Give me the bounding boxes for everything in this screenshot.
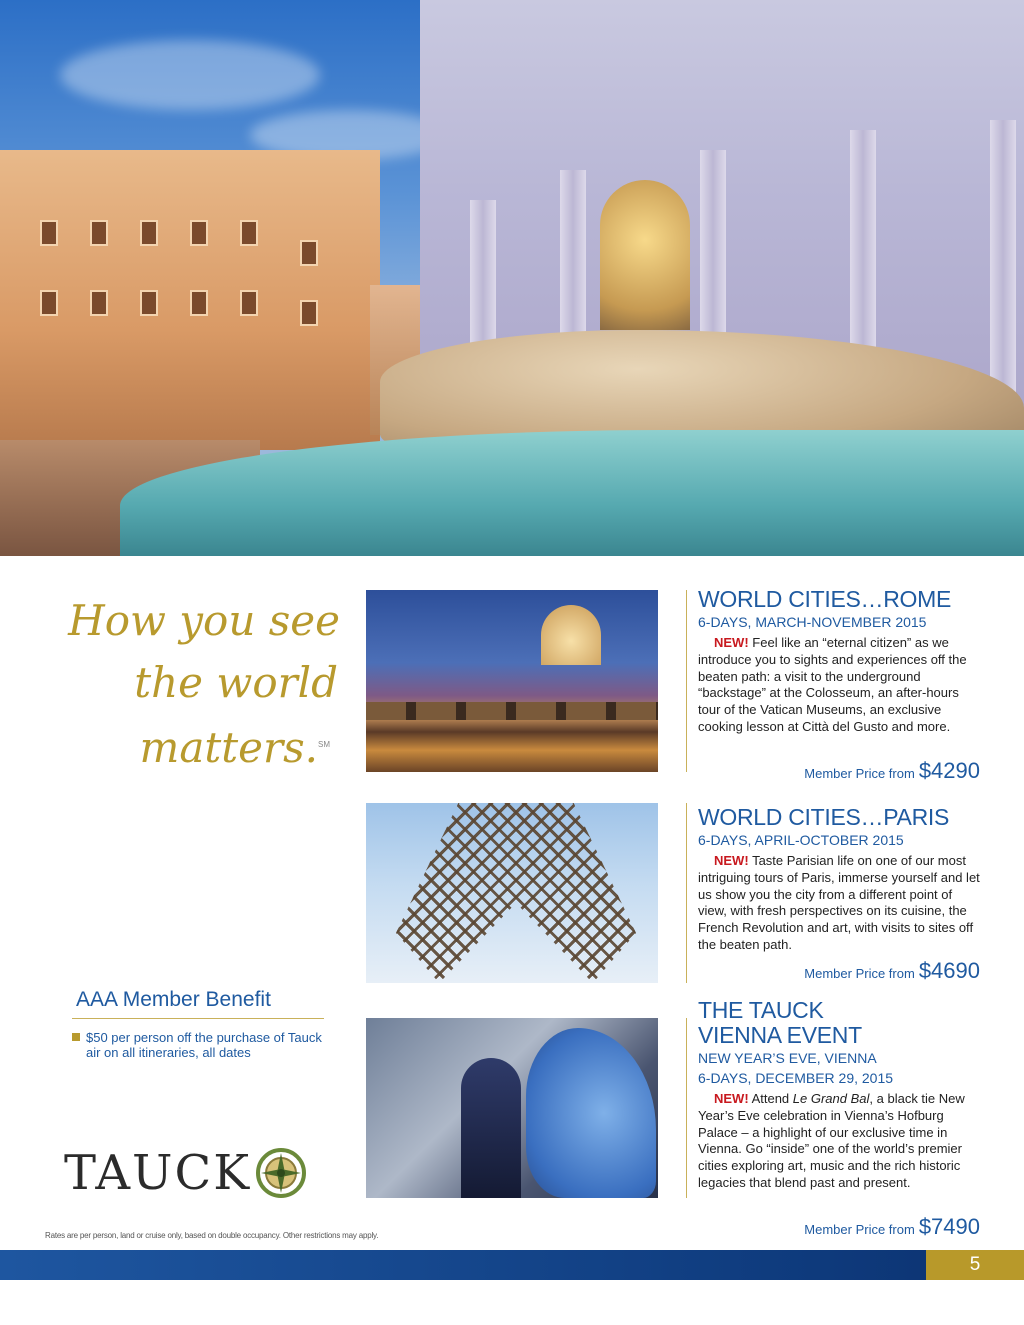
tour-dates: 6-DAYS, APRIL-OCTOBER 2015 xyxy=(698,832,904,848)
slogan-line-2: the world xyxy=(134,658,338,707)
divider-rule xyxy=(686,590,687,772)
tour-rome xyxy=(698,587,983,736)
tour-description: NEW! Taste Parisian life on one of our most intriguing tours of Paris, immerse yourself and let us show you the city from a different point of view, with fresh perspectives on its cuisine, the French Revolution and art, with visits to sites off the beaten path. xyxy=(698,853,980,952)
aaa-benefit-title: AAA Member Benefit xyxy=(72,988,324,1019)
aaa-benefit-item: $50 per person off the purchase of Tauck air on all itineraries, all dates xyxy=(72,1030,324,1060)
price-rome xyxy=(700,758,980,784)
new-badge: NEW! xyxy=(714,1091,749,1106)
price-vienna xyxy=(700,1214,980,1240)
slogan-line-1: How you see xyxy=(68,596,340,645)
paris-eiffel-photo xyxy=(366,803,658,983)
price-amount: $4290 xyxy=(918,758,980,783)
new-badge: NEW! xyxy=(714,853,749,868)
slogan xyxy=(60,590,350,779)
tour-title-line-2: VIENNA EVENT xyxy=(698,1022,862,1048)
price-amount: $4690 xyxy=(918,958,980,983)
tour-title: WORLD CITIES…ROME xyxy=(698,586,952,612)
divider-rule xyxy=(686,1018,687,1198)
price-label: Member Price from xyxy=(804,766,915,781)
price-amount: $7490 xyxy=(918,1214,980,1239)
tour-title: WORLD CITIES…PARIS xyxy=(698,804,950,830)
square-bullet-icon xyxy=(72,1033,80,1041)
rates-footnote: Rates are per person, land or cruise only, based on double occupancy. Other restrictions may apply. xyxy=(45,1231,379,1240)
new-badge: NEW! xyxy=(714,635,749,650)
tour-dates: 6-DAYS, MARCH-NOVEMBER 2015 xyxy=(698,614,927,630)
price-label: Member Price from xyxy=(804,1222,915,1237)
tauck-logo xyxy=(64,1143,307,1203)
hero-photo-trevi-fountain xyxy=(0,0,1024,556)
price-label: Member Price from xyxy=(804,966,915,981)
compass-icon xyxy=(255,1147,307,1199)
price-paris xyxy=(700,958,980,984)
tour-paris xyxy=(698,805,983,954)
tour-vienna xyxy=(698,998,983,1192)
divider-rule xyxy=(686,803,687,983)
tour-title-line-1: THE TAUCK xyxy=(698,997,824,1023)
logo-wordmark: TAUCK xyxy=(64,1145,252,1201)
service-mark: SM xyxy=(318,740,330,749)
footer-bar xyxy=(0,1250,1024,1280)
slogan-line-3: matters.℠ xyxy=(139,723,330,772)
page-number: 5 xyxy=(926,1250,1024,1280)
tour-description: NEW! Feel like an “eternal citizen” as we introduce you to sights and experiences off the beaten path: a visit to the underground “backstage” at the Colosseum, an after-hours tour of the Vatican Museums, an exclusive cooking lesson at Città del Gusto and more. xyxy=(698,635,967,734)
tour-location: NEW YEAR’S EVE, VIENNA xyxy=(698,1050,877,1066)
tour-description: NEW! Attend Le Grand Bal, a black tie New Year’s Eve celebration in Vienna’s Hofburg Palace – a highlight of our exclusive time in Vienna. Go “inside” one of the world’s premier cities exploring art, music and the rich historic legacies that blend past and present. xyxy=(698,1091,965,1190)
vienna-ball-photo xyxy=(366,1018,658,1198)
tour-dates: 6-DAYS, DECEMBER 29, 2015 xyxy=(698,1070,894,1086)
rome-photo xyxy=(366,590,658,772)
